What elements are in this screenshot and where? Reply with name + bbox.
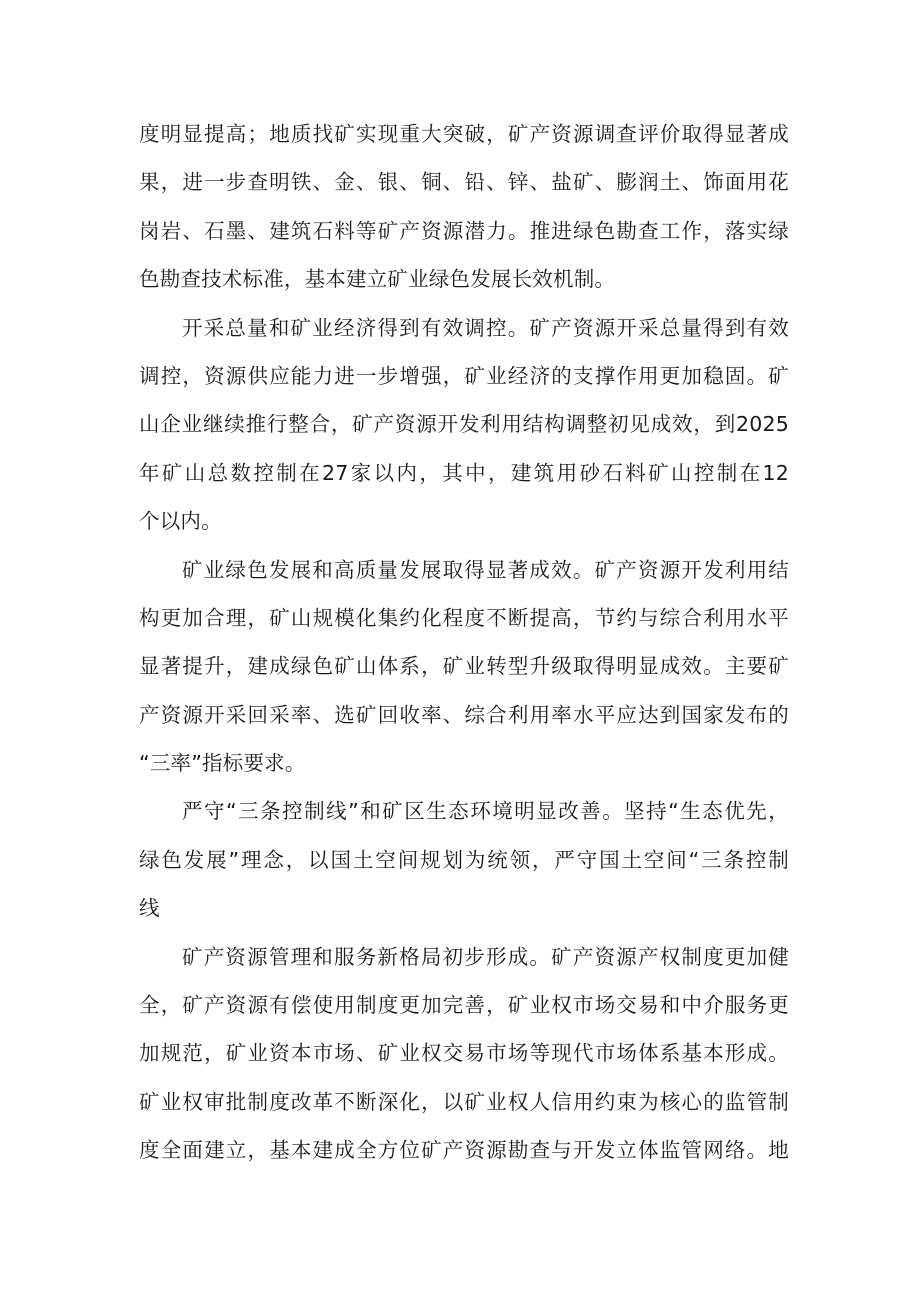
text-line: 严守“三条控制线”和矿区生态环境明显改善。坚持“生态优先， — [182, 799, 789, 824]
text-line: 全，矿产资源有偿使用制度更加完善，矿业权市场交易和中介服务更 — [139, 993, 789, 1018]
text-line: 线 — [139, 896, 160, 921]
text-line: “三率”指标要求。 — [139, 751, 306, 776]
text-line: 调控，资源供应能力进一步增强，矿业经济的支撑作用更加稳固。矿 — [139, 363, 789, 388]
paragraph-2 — [139, 304, 789, 546]
document-body — [139, 110, 789, 1175]
text-line: 山企业继续推行整合，矿产资源开发利用结构调整初见成效，到2025 — [139, 412, 789, 437]
text-line: 色勘查技术标准，基本建立矿业绿色发展长效机制。 — [139, 267, 616, 292]
text-line: 矿业权审批制度改革不断深化，以矿业权人信用约束为核心的监管制 — [139, 1089, 789, 1114]
paragraph-3 — [139, 546, 789, 788]
text-line: 果，进一步查明铁、金、银、铜、铅、锌、盐矿、膨润土、饰面用花 — [139, 170, 789, 195]
paragraph-1 — [139, 110, 789, 304]
text-line: 加规范，矿业资本市场、矿业权交易市场等现代市场体系基本形成。 — [139, 1041, 789, 1066]
text-line: 年矿山总数控制在27家以内，其中，建筑用砂石料矿山控制在12 — [139, 460, 789, 485]
text-line: 矿业绿色发展和高质量发展取得显著成效。矿产资源开发利用结 — [182, 557, 789, 582]
text-line: 矿产资源管理和服务新格局初步形成。矿产资源产权制度更加健 — [182, 944, 789, 969]
paragraph-4 — [139, 787, 789, 932]
text-line: 构更加合理，矿山规模化集约化程度不断提高，节约与综合利用水平 — [139, 605, 789, 630]
text-line: 个以内。 — [139, 509, 222, 534]
text-line: 绿色发展”理念，以国土空间规划为统领，严守国土空间“三条控制 — [139, 847, 789, 872]
text-line: 显著提升，建成绿色矿山体系，矿业转型升级取得明显成效。主要矿 — [139, 654, 789, 679]
text-line: 产资源开采回采率、选矿回收率、综合利用率水平应达到国家发布的 — [139, 702, 789, 727]
paragraph-5 — [139, 933, 789, 1175]
text-line: 度全面建立，基本建成全方位矿产资源勘查与开发立体监管网络。地 — [139, 1138, 789, 1163]
text-line: 度明显提高；地质找矿实现重大突破，矿产资源调查评价取得显著成 — [139, 122, 789, 146]
text-line: 开采总量和矿业经济得到有效调控。矿产资源开采总量得到有效 — [182, 315, 789, 340]
text-line: 岗岩、石墨、建筑石料等矿产资源潜力。推进绿色勘查工作，落实绿 — [139, 218, 789, 243]
